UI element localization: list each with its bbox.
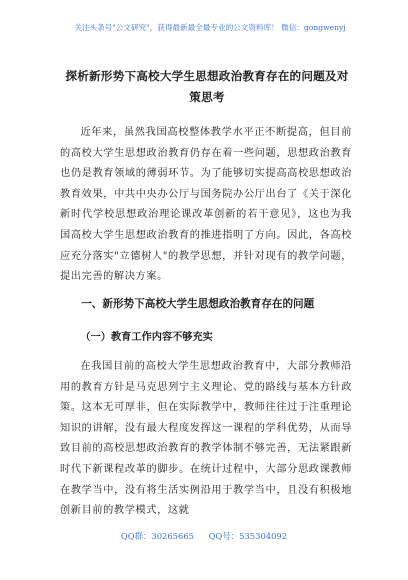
contact-footer: QQ群：30265665 QQ号：535304092: [120, 531, 288, 541]
intro-paragraph: 近年来，虽然我国高校整体教学水平正不断提高，但目前的高校大学生思想政治教育仍存在着一些问题，思想政治教育也仍是教育领域的薄弱环节。为了能够切实提高高校思想政治教育效果，中共中央办公厅与国务院办公厅出台了《关于深化新时代学校思想政治理论课改革创新的若干意见》，这也为我国高校大学生思想政治教育的推进指明了方向。因此，各高校应充分落实"立德树人"的教学思想，并针对现有的教学问题，提出完善的解决方案。: [60, 127, 352, 283]
subsection-heading: （一）教育工作内容不够充实: [80, 331, 213, 343]
section-heading: 一、新形势下高校大学生思想政治教育存在的问题: [81, 298, 315, 310]
body-paragraph: 在我国目前的高校大学生思想政治教育中，大部分教师沿用的教育方针是马克思列宁主义理论、党的路线与基本方针政策。这本无可厚非，但在实际教学中，教师往往过于注重理论知识的讲解，没有最大程度发挥这一课程的学科优势，从而导致目前的高校思想政治教育的教学体制不够完善，无法紧跟新时代下新课程改革的脚步。在统计过程中，大部分思政课教师在教学当中，没有将生活实例沿用于教学当中，且没有积极地创新目前的教学模式，这就: [60, 361, 352, 517]
promo-banner: 关注头条号"公文研究"，获得最新最全最专业的公文资料库！ 微信：gongwenyj: [74, 23, 346, 32]
document-title: 探析新形势下高校大学生思想政治教育存在的问题及对策思考: [65, 69, 349, 104]
